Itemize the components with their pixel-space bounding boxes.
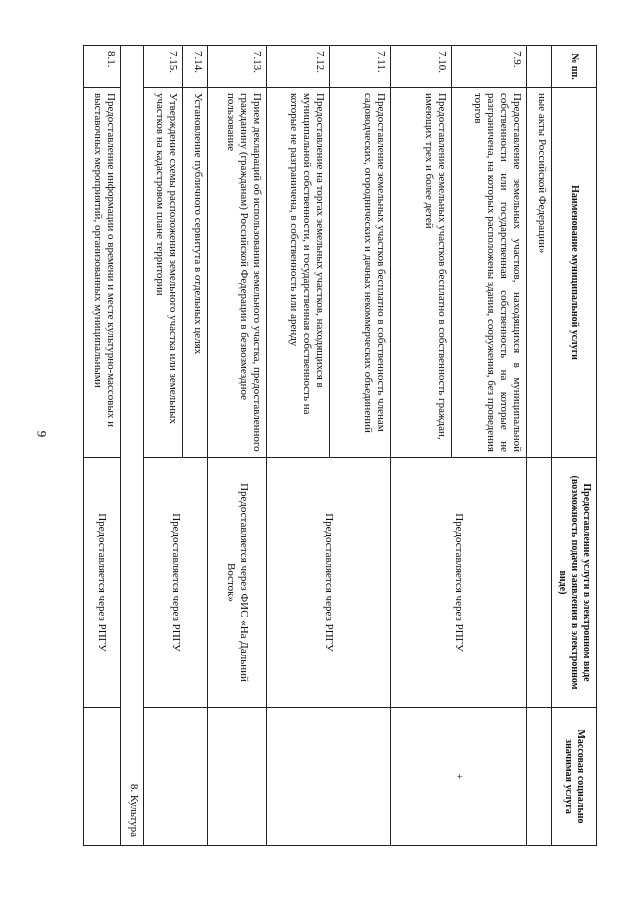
row-name: Прием деклараций об использовании земельного участка, предоставленного гражданину (гражданам) Российской Федерации в безвозмездное пользование [208,88,267,458]
row-name: Предоставление земельных участков бесплатно в собственность членам садоводческих, огороднических и дачных некоммерческих объединений [330,88,391,458]
row-mass [267,708,391,846]
row-mass [144,708,208,846]
header-num: № пп. [552,46,597,88]
table-header-row [552,46,597,846]
row-num: 7.9. [452,46,527,88]
row-num: 7.13. [208,46,267,88]
row-electronic: Предоставляется через РПГУ [144,458,208,708]
header-electronic: Предоставление услуги в электронном виде (возможность подачи заявления в электронном виде) [552,458,597,708]
row-num: 7.14. [183,46,208,88]
row-mass: + [391,708,527,846]
row-num: 7.15. [144,46,183,88]
row-electronic: Предоставляется через РПГУ [391,458,527,708]
services-table [83,45,597,846]
row-mass [527,708,552,846]
table-row [330,46,391,846]
row-name: ные акты Российской Федерации» [527,88,552,458]
row-electronic: Предоставляется через ФИС «На Дальний Восток» [208,458,267,708]
table-row [84,46,121,846]
row-electronic: Предоставляется через РПГУ [84,458,121,708]
section-row [121,46,144,846]
row-num: 7.12. [267,46,330,88]
header-name: Наименование муниципальной услуги [552,88,597,458]
table-row [527,46,552,846]
table-row [208,46,267,846]
row-electronic [527,458,552,708]
page-number: 9 [34,430,50,438]
row-name: Установление публичного сервитута в отдельных целях [183,88,208,458]
row-mass [84,708,121,846]
rotated-page-content [92,45,597,845]
row-name: Предоставление на торгах земельных участков, находящихся в муниципальной собственности, и государственная собственность на которые не разграничена, в собственность или аренду [267,88,330,458]
row-name: Предоставление информации о времени и месте культурно-массовых и выставочных мероприятий, организованных муниципальными [84,88,121,458]
row-name: Предоставление земельных участков бесплатно в собственность граждан, имеющих трех и более детей [391,88,452,458]
row-name: Утверждение схемы расположения земельного участка или земельных участков на кадастровом плане территории [144,88,183,458]
row-num: 7.11. [330,46,391,88]
row-electronic: Предоставляется через РПГУ [267,458,391,708]
table-row [452,46,527,846]
table-row [183,46,208,846]
header-mass: Массовая социально значимая услуга [552,708,597,846]
row-num: 8.1. [84,46,121,88]
row-num [527,46,552,88]
row-num: 7.10. [391,46,452,88]
row-name: Предоставление земельных участков, находящихся в муниципальной собственности или государственная собственность на которые не разграничена, на которых расположены здания, сооружения, без проведения торгов [452,88,527,458]
row-mass [208,708,267,846]
section-title: 8. Культура [121,46,144,846]
